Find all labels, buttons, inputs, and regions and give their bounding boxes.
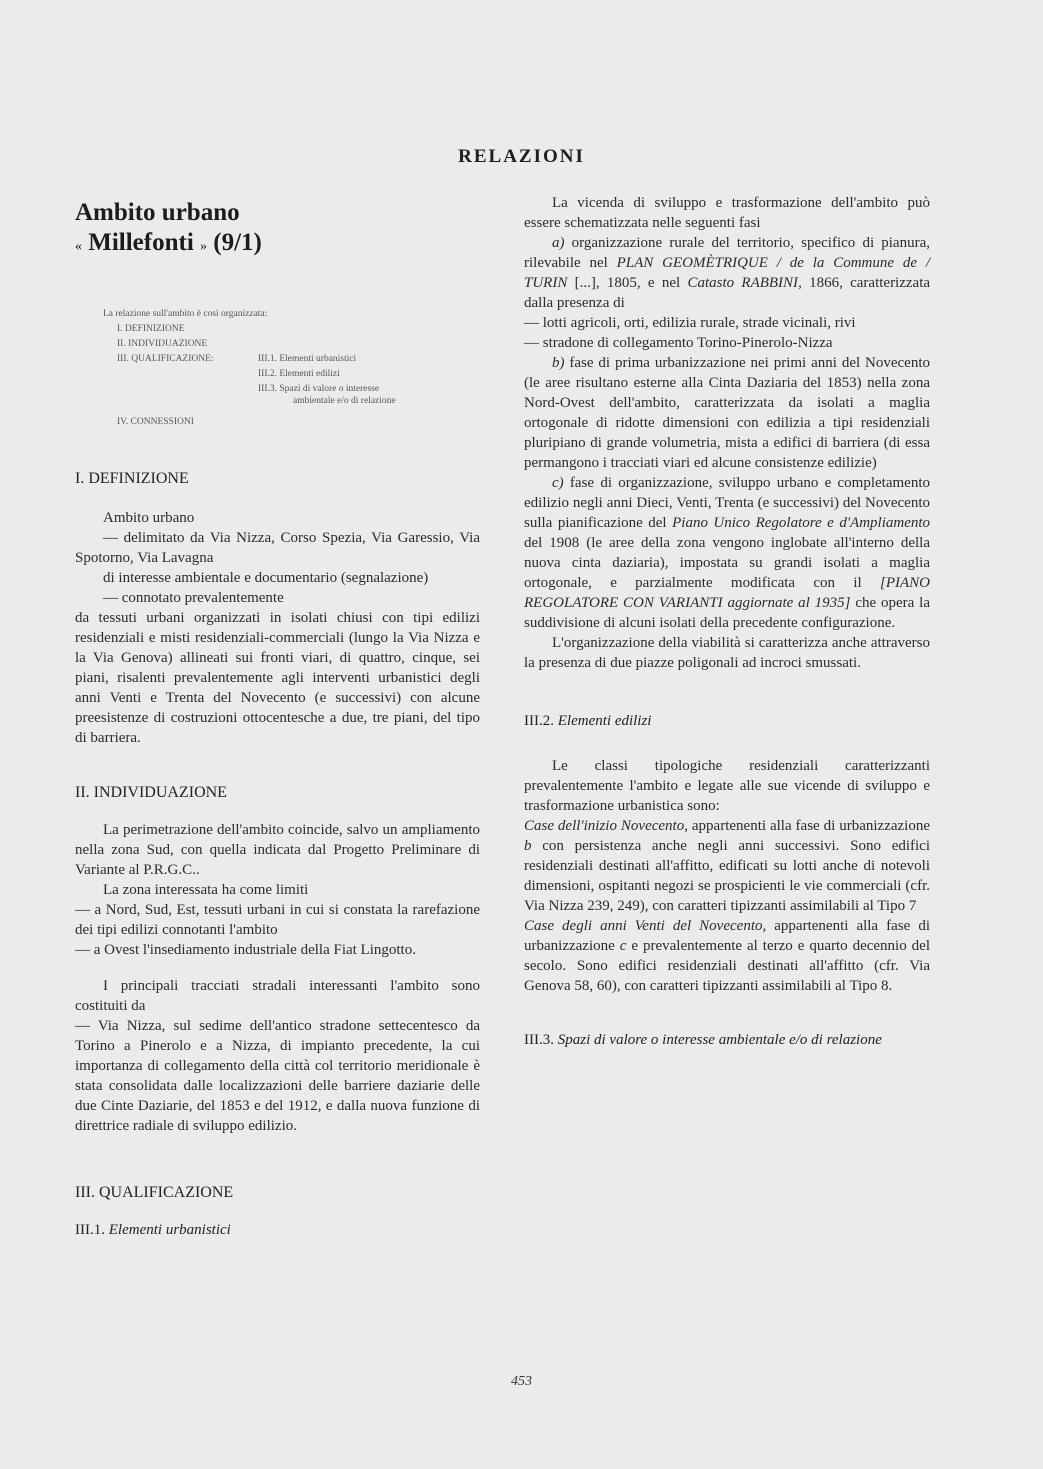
paragraph: — lotti agricoli, orti, edilizia rurale, strade vicinali, rivi [524,315,856,331]
page-title: RELAZIONI [458,146,585,167]
title-name: Millefonti [88,229,194,256]
phase-label: b) [552,355,565,371]
subsection-title: Elementi edilizi [557,713,652,729]
section-heading-qualificazione: III. QUALIFICAZIONE [75,1184,234,1201]
subsection-title: Elementi urbanistici [108,1222,231,1238]
text-run: [...], 1805, e nel [574,275,681,291]
title-code: (9/1) [213,229,262,256]
toc-item: II. INDIVIDUAZIONE [117,339,208,349]
title-line-1: Ambito urbano [75,199,240,226]
toc-subitem: III.3. Spazi di valore o interesse [258,384,380,394]
paragraph: Ambito urbano [103,510,195,526]
section-individuazione [75,820,480,1136]
toc-item: I. DEFINIZIONE [117,324,185,334]
phase-b [524,353,930,473]
section-definizione [75,508,480,748]
toc-subitem: III.1. Elementi urbanistici [258,354,357,364]
paragraph: di interesse ambientale e documentario (segnalazione) [103,570,429,586]
toc-subitem: III.2. Elementi edilizi [258,369,340,379]
paragraph: — Via Nizza, sul sedime dell'antico stradone settecentesco da Torino a Pinerolo e a Nizza, di impianto precedente, la cui importanza di collegamento della città col territorio meridionale è stata consolidata dalle localizzazioni delle barriere daziarie delle due Cinte Daziarie, del 1853 e del 1912, e dalla nuova funzione di direttrice radiale di sviluppo edilizio. [75,1018,480,1134]
toc-subitem: ambientale e/o di relazione [293,396,396,406]
paragraph: — a Nord, Sud, Est, tessuti urbani in cui si constata la rarefazione dei tipi edilizi connotanti l'ambito [75,902,480,938]
subsection-heading-elementi-edilizi [524,713,930,730]
text-run: e prevalentemente al terzo e quarto decennio del secolo. Sono edifici residenziali destinati all'affitto (cfr. Via Genova 58, 60), con caratteri tipizzanti assimilabili al Tipo 8. [524,938,930,994]
text-run: organizzazione rurale del territorio, specifico di pianura, rilevabile nel [524,235,930,271]
text-run: Case dell'inizio Novecento [524,818,685,834]
text-run: Catasto RABBINI [687,275,799,291]
toc-item: IV. CONNESSIONI [117,417,194,427]
subsection-number: III.2. [524,713,554,729]
text-run: Piano Unico Regolatore e d'Ampliamento [672,515,931,531]
paragraph: — a Ovest l'insediamento industriale della Fiat Lingotto. [75,942,416,958]
text-run: del 1908 (le aree della zona vengono inglobate all'interno della nuova cinta daziaria), impostata su grandi isolati a maglia ortogonale, e parzialmente modificata con il [524,535,930,591]
paragraph: La vicenda di sviluppo e trasformazione dell'ambito può essere schematizzata nelle seguenti fasi [524,195,930,231]
text-run: che opera la suddivisione di alcuni isolati della precedente configurazione. [524,595,930,631]
document-title [75,198,480,262]
subsection-number: III.3. [524,1032,554,1048]
paragraph: — delimitato da Via Nizza, Corso Spezia, Via Garessio, Via Spotorno, Via Lavagna [75,530,480,566]
paragraph: Le classi tipologiche residenziali caratterizzanti prevalentemente l'ambito e legate alle sue vicende di sviluppo e trasformazione urbanistica sono: [524,758,930,814]
subsection-heading-spazi [524,1032,930,1049]
paragraph: La perimetrazione dell'ambito coincide, salvo un ampliamento nella zona Sud, con quella indicata dal Progetto Preliminare di Variante al P.R.G.C.. [75,822,480,878]
paragraph [524,916,930,996]
paragraph: I principali tracciati stradali interessanti l'ambito sono costituiti da [75,978,480,1014]
phase-label: c) [552,475,564,491]
toc-intro: La relazione sull'ambito è così organizzata: [103,309,268,319]
text-run: [PIANO REGOLATORE CON VARIANTI aggiornate al 1935] [524,575,930,611]
page-number: 453 [511,1374,532,1389]
paragraph: La zona interessata ha come limiti [103,882,309,898]
right-column [524,193,930,1049]
paragraph: — connotato prevalentemente [103,590,284,606]
paragraph: — stradone di collegamento Torino-Pinerolo-Nizza [524,335,833,351]
text-run: , appartenenti alla fase di urbanizzazione [524,918,930,954]
text-run: PLAN GEOMÈTRIQUE / de la Commune de / TURIN [524,255,931,291]
text-run: , 1866, caratterizzata dalla presenza di [524,275,931,311]
paragraph [524,816,930,916]
toc-item: III. QUALIFICAZIONE: [117,354,214,364]
phase-c [524,473,930,633]
text-run: c [619,938,627,954]
title-quote-open: « [75,239,82,254]
paragraph: L'organizzazione della viabilità si caratterizza anche attraverso la presenza di due piazze poligonali ad incroci smussati. [524,635,930,671]
text-run: , appartenenti alla fase di urbanizzazione [684,818,931,834]
text-run: con persistenza anche negli anni successivi. Sono edifici residenziali destinati all'affitto, edificati su lotti anche di notevoli dimensioni, ospitanti negozi se prospicienti le vie commerciali (cfr. Via Nizza 239, 249), con caratteri tipizzanti assimilabili al Tipo 7 [524,838,931,914]
section-heading-individuazione: II. INDIVIDUAZIONE [75,784,227,801]
text-run: b [524,838,532,854]
subsection-heading-elementi-urbanistici [75,1222,480,1239]
text-run: fase di prima urbanizzazione nei primi anni del Novecento (le aree risultano esterne alla Cinta Daziaria del 1853) nella zona Nord-Ovest dell'ambito, caratterizzata da isolati a maglia ortogonale di ridotte dimensioni con edilizia a tipi residenziali pluripiano di grande volumetria, mista a edifici di barriera (di essa permangono i tracciati viari ed alcune consistenze edilizie) [524,355,930,471]
text-run: Case degli anni Venti del Novecento [524,918,763,934]
phase-a [524,233,930,313]
table-of-contents [75,308,480,427]
title-quote-close: » [200,239,208,254]
subsection-number: III.1. [75,1222,105,1238]
subsection-title: Spazi di valore o interesse ambientale e/o di relazione [557,1032,882,1048]
paragraph: da tessuti urbani organizzati in isolati chiusi con tipi edilizi residenziali e misti residenziali-commerciali (lungo la Via Nizza e la Via Genova) allineati sui fronti viari, di quattro, cinque, sei piani, risalenti prevalentemente agli interventi urbanistici degli anni Venti e Trenta del Novecento (e successivi) con alcune preesistenze di costruzioni ottocentesche a due, tre piani, del tipo di barriera. [75,610,480,746]
section-heading-definizione: I. DEFINIZIONE [75,470,189,487]
text-run: fase di organizzazione, sviluppo urbano e completamento edilizio negli anni Dieci, Venti, Trenta (e successivi) del Novecento sulla pianificazione del [524,475,930,531]
phase-label: a) [552,235,565,251]
left-column [75,198,480,1239]
